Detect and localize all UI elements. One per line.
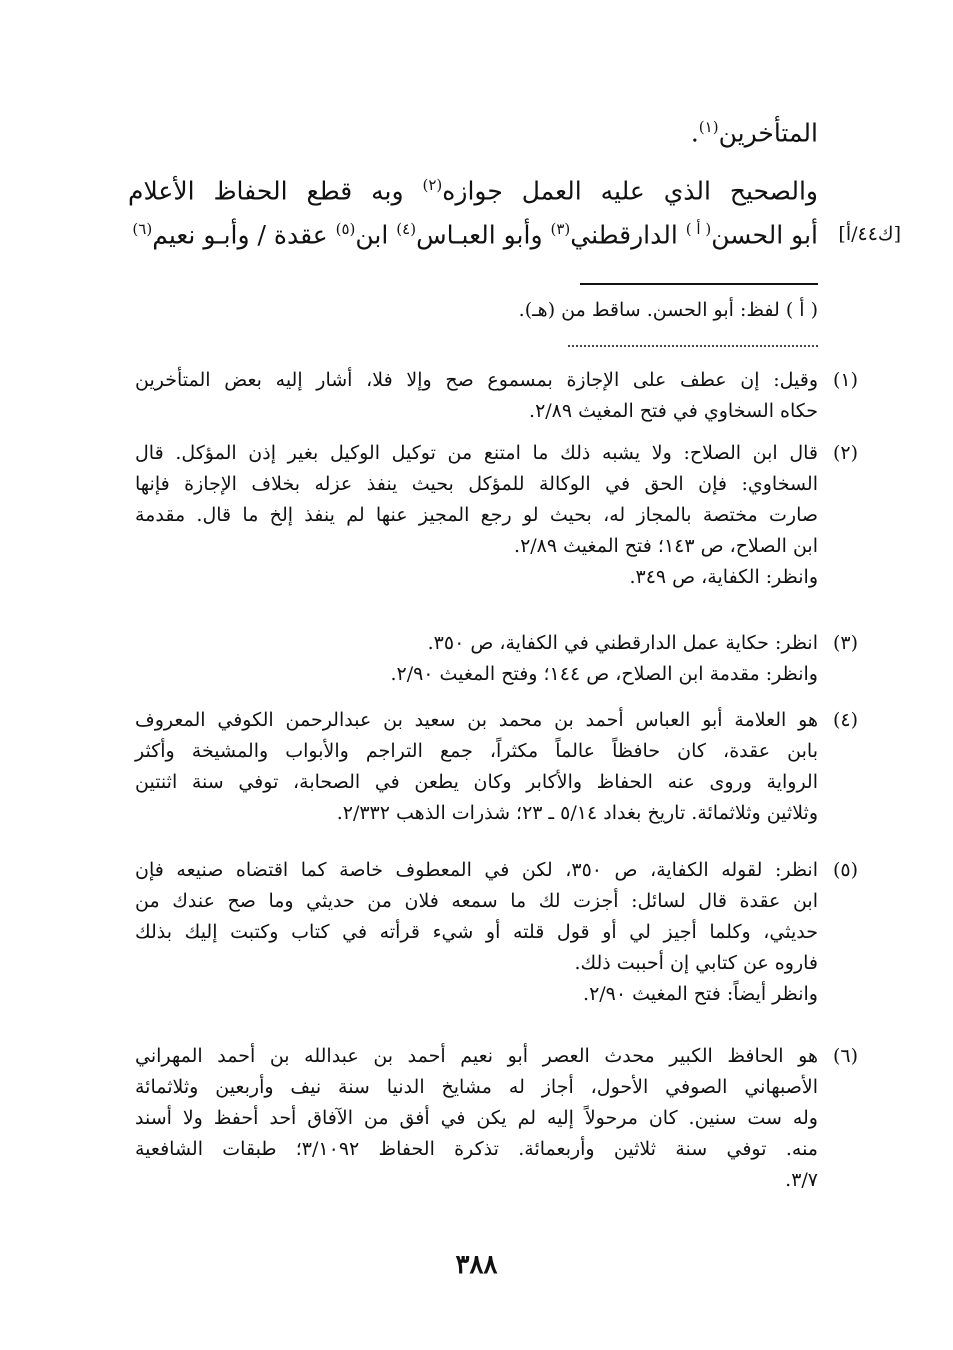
footnote-line: وانظر: مقدمة ابن الصلاح، ص ١٤٤؛ وفتح المغيث ٢/٩٠. xyxy=(390,663,818,685)
footnote-number: (٦) xyxy=(832,1045,858,1067)
footnote-line: انظر: لقوله الكفاية، ص ٣٥٠، لكن في المعطوف خاصة كما اقتضاه صنيعه فإن xyxy=(135,859,818,881)
main-text-segment: . xyxy=(690,118,699,148)
footnote-marker: (٢) xyxy=(422,176,443,194)
footnote-marker: (٤) xyxy=(396,220,417,238)
footnote-line: وله ست سنين. كان مرحولاً إليه لم يكن في أفق من الآفاق أحد أحفظ ولا أسند xyxy=(135,1107,818,1129)
footnote-line: ابن عقدة قال لسائل: أجزت لك ما سمعه فلان من حديثي وما صح عندك من xyxy=(135,890,818,912)
main-text-line-1 xyxy=(128,118,818,148)
main-text-segment: وأبو العبـاس xyxy=(416,220,551,250)
footnote-line: وانظر: الكفاية، ص ٣٤٩. xyxy=(629,566,818,588)
footnote-line: صارت مختصة بالمجاز له، بحيث لو رجع المجيز عنها لم ينفذ إلخ ما قال. مقدمة xyxy=(135,504,818,526)
footnote-marker: (١) xyxy=(698,118,719,136)
footnote-number: (١) xyxy=(832,369,858,391)
footnote-line: منه. توفي سنة ثلاثين وأربعمائة. تذكرة الحفاظ ٣/١٠٩٢؛ طبقات الشافعية xyxy=(135,1138,818,1160)
main-text-line-3 xyxy=(128,220,818,250)
footnote-line: وثلاثين وثلاثمائة. تاريخ بغداد ٥/١٤ ـ ٢٣؛ شذرات الذهب ٢/٣٣٢. xyxy=(336,802,818,824)
dotted-separator xyxy=(568,345,818,347)
footnote-5 xyxy=(135,855,858,1010)
variant-footnote: ( أ ) لفظ: أبو الحسن. ساقط من (هـ). xyxy=(518,299,818,321)
footnote-marker: (٥) xyxy=(335,220,356,238)
main-text-line-2 xyxy=(128,176,818,206)
footnote-line: حديثي، وكلما أجيز لي أو قول قلته أو شيء قرأته في كتاب وكتبت إليك بذلك xyxy=(135,921,818,943)
footnote-1 xyxy=(135,365,858,427)
footnote-line: فاروه عن كتابي إن أحببت ذلك. xyxy=(574,952,818,974)
footnote-3 xyxy=(135,628,858,690)
footnote-line: ٣/٧. xyxy=(785,1169,818,1191)
footnote-line: انظر: حكاية عمل الدارقطني في الكفاية، ص ٣٥٠. xyxy=(427,632,818,654)
footnote-number: (٢) xyxy=(832,442,858,464)
main-text-segment: وبه قطع الحفاظ الأعلام xyxy=(128,176,423,206)
main-text-segment: والصحيح الذي عليه العمل جوازه xyxy=(442,176,818,206)
footnote-marker: (٣) xyxy=(550,220,571,238)
footnote-line: حكاه السخاوي في فتح المغيث ٢/٨٩. xyxy=(529,400,818,422)
footnote-line: وقيل: إن عطف على الإجازة بمسموع صح وإلا فلا، أشار إليه بعض المتأخرين xyxy=(135,369,818,391)
footnote-number: (٤) xyxy=(832,709,858,731)
main-text-segment: عقدة / وأبـو نعيم xyxy=(152,220,336,250)
footnote-number: (٥) xyxy=(832,859,858,881)
footnote-line: وانظر أيضاً: فتح المغيث ٢/٩٠. xyxy=(583,983,818,1005)
footnote-line: هو الحافظ الكبير محدث العصر أبو نعيم أحمد بن عبدالله بن أحمد المهراني xyxy=(135,1045,818,1067)
main-text-segment: الدارقطني xyxy=(570,220,686,250)
footnote-marker: (٦) xyxy=(132,220,153,238)
main-text-segment: أبو الحسن xyxy=(711,220,818,250)
footnote-line: هو العلامة أبو العباس أحمد بن محمد بن سعيد بن عبدالرحمن الكوفي المعروف xyxy=(135,709,818,731)
footnote-line: الأصبهاني الصوفي الأحول، أجاز له مشايخ الدنيا سنة نيف وأربعين وثلاثمائة xyxy=(135,1076,818,1098)
footnote-line: ابن الصلاح، ص ١٤٣؛ فتح المغيث ٢/٨٩. xyxy=(514,535,818,557)
footnote-2 xyxy=(135,438,858,593)
variant-marker: ( أ ) xyxy=(685,220,712,238)
footnote-line: بابن عقدة، كان حافظاً عالماً مكثراً، جمع التراجم والأبواب والمشيخة وأكثر xyxy=(135,740,818,762)
footnote-line: قال ابن الصلاح: ولا يشبه ذلك ما امتنع من توكيل الوكيل بغير إذن المؤكل. قال xyxy=(135,442,818,464)
footnote-6 xyxy=(135,1041,858,1196)
footnote-4 xyxy=(135,705,858,829)
footnote-line: الرواية وروى عنه الحفاظ والأكابر وكان يطعن في الصحابة، توفي سنة اثنتين xyxy=(135,771,818,793)
footnote-number: (٣) xyxy=(832,632,858,654)
main-text-segment: ابن xyxy=(355,220,397,250)
footnote-line: السخاوي: فإن الحق في الوكالة للمؤكل بحيث ينفذ عزله بخلاف الإجازة فإنها xyxy=(135,473,818,495)
main-text-segment: المتأخرين xyxy=(718,118,818,148)
page-number: ٣٨٨ xyxy=(455,1250,498,1280)
manuscript-folio-reference: [ك٤٤/أ] xyxy=(838,223,901,245)
footnote-separator xyxy=(580,283,818,285)
